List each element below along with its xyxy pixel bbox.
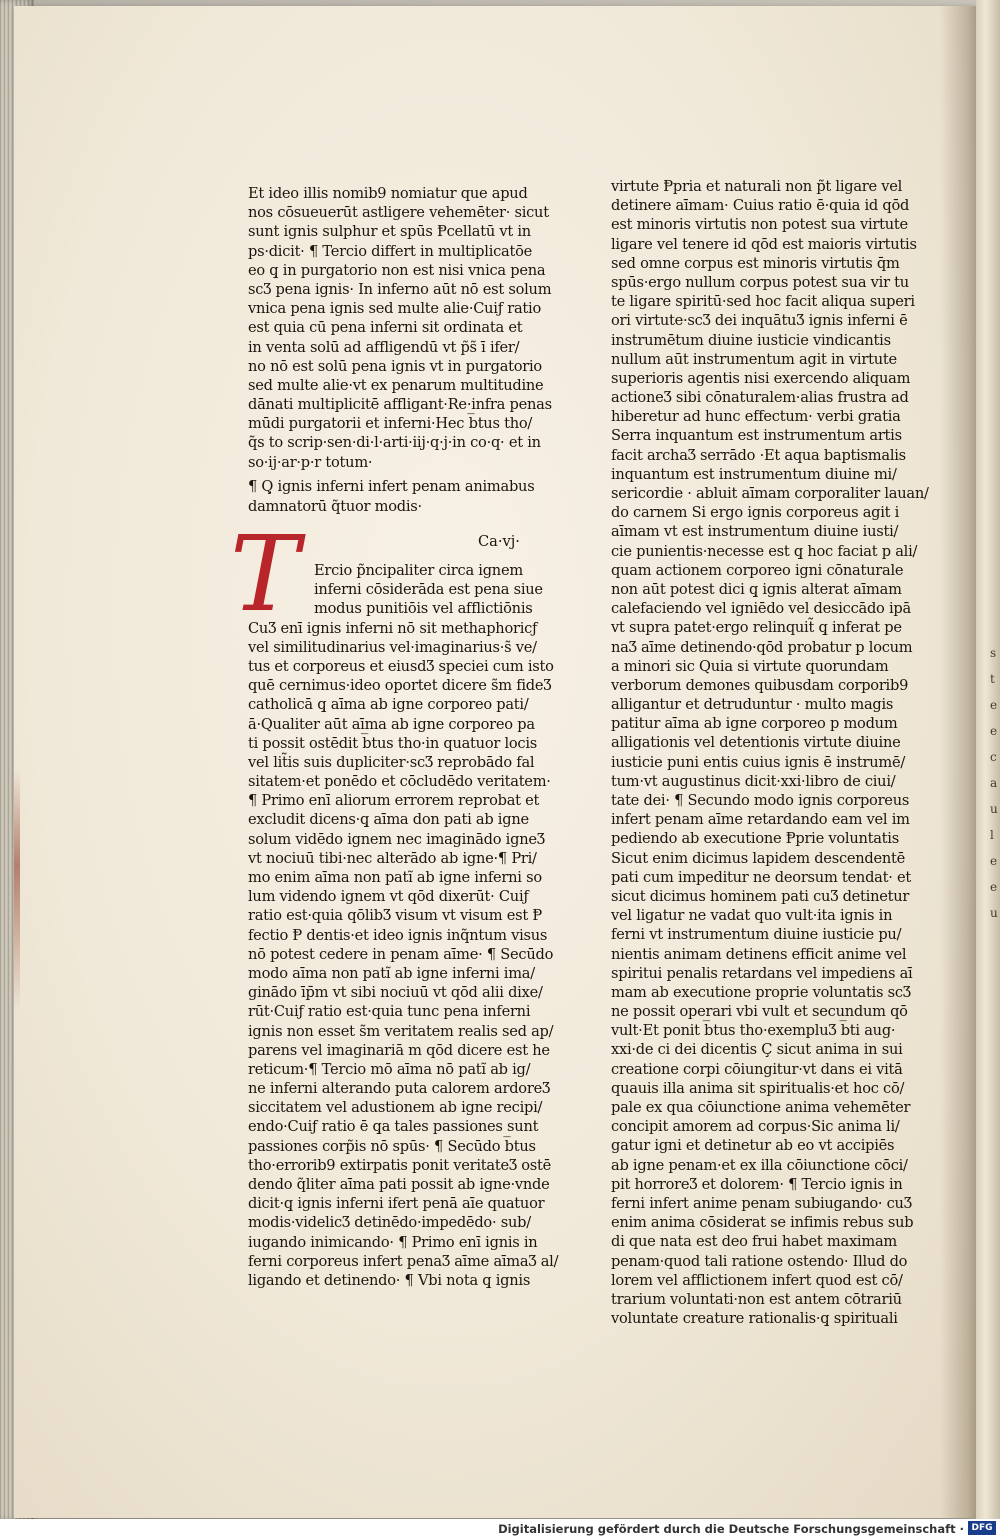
text-line: vult·Et ponit b̅tus tho·exempluƷ b̅ti aug· bbox=[611, 1022, 896, 1040]
text-line: modo aīma non patĩ ab igne inferni ima/ bbox=[248, 964, 535, 982]
text-line: tum·vt augustinus dicit·xxi·libro de ciui/ bbox=[611, 772, 896, 790]
text-line: q̃s to scrip·sen·di·l·arti·iij·q·j·in co·q· et in bbox=[248, 434, 541, 452]
text-line: spiritui penalis retardans vel impediens aī bbox=[611, 964, 913, 982]
text-line: in venta solū ad affligendū vt p̃s̃ ī ifer/ bbox=[248, 338, 520, 356]
text-line: naƷ aīme detinendo·qōd probatur p locum bbox=[611, 638, 913, 656]
text-line: ne possit operari vbi vult et secundum qō bbox=[611, 1003, 908, 1021]
text-line: siccitatem vel adustionem ab igne recipi/ bbox=[248, 1099, 543, 1117]
text-line: vel similitudinarius vel·imaginarius·s̃ ve/ bbox=[248, 638, 537, 656]
text-line: nientis animam detinens efficit anime vel bbox=[611, 945, 907, 963]
text-line: alligantur et detruduntur · multo magis bbox=[611, 696, 894, 714]
text-line: sitatem·et ponēdo et cōcludēdo veritatem· bbox=[248, 773, 551, 791]
chapter-number: Ca·vj· bbox=[478, 533, 520, 550]
text-line: ratio est·quia qōlibƷ visum vt visum est Ᵽ bbox=[248, 907, 542, 925]
text-line: patitur aīma ab igne corporeo p modum bbox=[611, 715, 898, 733]
text-line: dicit·q̧ ignis inferni ifert penā aīe quatuor bbox=[248, 1195, 545, 1213]
text-line: quē cernimus·ideo oportet dicere s̃m fideƷ bbox=[248, 677, 552, 695]
text-line: fectio Ᵽ dentis·et ideo ignis inq̃ntum visus bbox=[248, 926, 548, 944]
text-line: xxi·de ci dei dicentis Ç sicut anima in sui bbox=[611, 1041, 903, 1059]
edge-letter: l bbox=[990, 828, 994, 842]
text-line: inferni cōsiderāda est pena siue bbox=[314, 581, 543, 599]
text-line: concipit amorem ad corpus·Sic anima li/ bbox=[611, 1118, 900, 1136]
edge-letter: e bbox=[990, 880, 998, 894]
text-line: sed omne corpus est minoris virtutis q̄m bbox=[611, 254, 900, 272]
text-line: est quia cū pena inferni sit ordinata et bbox=[248, 319, 523, 337]
text-line: vel ligatur ne vadat quo vult·ita ignis in bbox=[611, 907, 893, 925]
text-line: nos cōsueuerūt astligere vehemēter· sicut bbox=[248, 204, 549, 222]
edge-letter: t bbox=[990, 672, 995, 686]
dfg-logo: DFG bbox=[968, 1521, 996, 1535]
text-line: ferni vt instrumentum diuine iusticie pu/ bbox=[611, 926, 902, 944]
text-line: detinere aīmam· Cuius ratio ē·quia id qōd bbox=[611, 197, 910, 215]
edge-letter: s bbox=[990, 646, 997, 660]
text-line: mam ab executione proprie voluntatis scƷ bbox=[611, 983, 911, 1001]
text-line: infert penam aīme retardando eam vel im bbox=[611, 811, 910, 829]
text-line: spūs·ergo nullum corpus potest sua vir tu bbox=[611, 273, 909, 291]
text-line: pit horroreƷ et dolorem· ¶ Tercio ignis in bbox=[611, 1175, 903, 1193]
text-line: ligare vel tenere id qōd est maioris virtutis bbox=[611, 235, 917, 253]
text-line: ferni infert anime penam subiugando· cuƷ bbox=[611, 1194, 912, 1212]
text-line: endo·Cuiƒ ratio ē q̧a tales passiones sunt bbox=[248, 1118, 539, 1136]
text-line: iusticie puni entis cuius ignis ē instrumē/ bbox=[611, 753, 906, 771]
left-column-top-text bbox=[248, 184, 552, 472]
text-line: ginādo īp̄m vt sibi nociuū vt qōd alii dixe/ bbox=[248, 984, 543, 1002]
text-line: virtute Ᵽpria et naturali non p̃t ligare vel bbox=[611, 178, 903, 195]
text-line: pediendo ab executione Ᵽprie voluntatis bbox=[611, 830, 899, 848]
text-line: ¶ Q̧ ignis inferni infert penam animabus bbox=[248, 478, 535, 495]
text-line: quam actionem corporeo igni cōnaturale bbox=[611, 561, 904, 579]
text-line: tho·errorib9 extirpatis ponit veritateƷ ostē bbox=[248, 1156, 551, 1174]
text-line: ps·dicit· ¶ Tercio differt in multiplicatōe bbox=[248, 242, 533, 260]
text-line: vel lit̃is suis dupliciter·scƷ reprobādo fal bbox=[248, 753, 535, 771]
text-line: dendo q̃liter aīma pati possit ab igne·vnde bbox=[248, 1176, 550, 1193]
right-column-text bbox=[611, 177, 929, 1328]
text-line: nō potest cedere in penam aīme· ¶ Secūdo bbox=[248, 945, 554, 963]
text-line: pati cum impeditur ne deorsum tendat· et bbox=[611, 868, 912, 886]
text-line: ligando et detinendo· ¶ Vbi nota q̧ ignis bbox=[248, 1271, 531, 1289]
text-line: reticum·¶ Tercio mō aīma nō patĩ ab ig/ bbox=[248, 1060, 531, 1078]
text-line: ignis non esset s̃m veritatem realis sed ap/ bbox=[248, 1022, 554, 1040]
text-line: modis·videlicƷ detinēdo·impedēdo· sub/ bbox=[248, 1214, 531, 1232]
text-line: hiberetur ad hunc effectum· verbi gratia bbox=[611, 408, 901, 426]
text-line: voluntate creature rationalis·q̧ spirituali bbox=[611, 1310, 898, 1328]
text-line: CuƷ enī ignis inferni nō sit methaphoricƒ bbox=[248, 619, 538, 637]
text-line: passiones corp̃is nō spūs· ¶ Secūdo b̅tus bbox=[248, 1137, 536, 1155]
footer-credit: Digitalisierung gefördert durch die Deutsche Forschungsgemeinschaft · bbox=[498, 1522, 964, 1536]
text-line: te ligare spiritū·sed hoc facit aliqua superi bbox=[611, 293, 915, 311]
text-line: catholicā q̧ aīma ab igne corporeo pati/ bbox=[248, 696, 529, 714]
edge-letter: e bbox=[990, 724, 998, 738]
text-line: Sicut enim dicimus lapidem descendentē bbox=[611, 849, 906, 867]
edge-letter: u bbox=[990, 906, 998, 920]
text-line: vt supra patet·ergo relinquit̃ q̧ inferat pe bbox=[611, 619, 902, 637]
text-line: solum vidēdo ignem nec imaginādo igneƷ bbox=[248, 830, 545, 848]
text-line: so·ij·ar·p·r totum· bbox=[248, 453, 373, 471]
text-line: inquantum est instrumentum diuine mi/ bbox=[611, 465, 897, 483]
text-line: a minori sic Quia si virtute quorundam bbox=[611, 657, 889, 675]
text-line: gatur igni et detinetur ab eo vt accipiēs bbox=[611, 1137, 895, 1155]
text-line: trarium voluntati·non est antem cōtrariū bbox=[611, 1290, 902, 1308]
text-line: cie punientis·necesse est q̧ hoc faciat p ali/ bbox=[611, 542, 918, 560]
text-line: scƷ pena ignis· In inferno aūt nō est solum bbox=[248, 280, 552, 298]
text-line: Serra inquantum est instrumentum artis bbox=[611, 427, 902, 445]
text-line: nullum aūt instrumentum agit in virtute bbox=[611, 350, 897, 368]
text-line: actioneƷ sibi cōnaturalem·alias frustra ad bbox=[611, 389, 909, 407]
text-line: ori virtute·scƷ dei inquātuƷ ignis inferni ē bbox=[611, 312, 908, 330]
edge-letter: u bbox=[990, 802, 998, 816]
text-line: ab igne penam·et ex illa cōiunctione cōci/ bbox=[611, 1156, 908, 1174]
text-line: penam·quod tali ratione ostendo· Illud do bbox=[611, 1252, 908, 1270]
text-line: do carnem Si ergo ignis corporeus agit i bbox=[611, 504, 900, 522]
text-line: tus et corporeus et eiusdƷ speciei cum isto bbox=[248, 657, 554, 675]
text-line: parens vel imaginariā m qōd dicere est he bbox=[248, 1041, 550, 1059]
text-line: non aūt potest dici q̧ ignis alterat aīmam bbox=[611, 580, 902, 598]
text-line: sicut dicimus hominem pati cuƷ detinetur bbox=[611, 887, 910, 905]
text-line: enim anima cōsiderat se infimis rebus sub bbox=[611, 1214, 914, 1232]
text-line: damnatorū q̃tuor modis· bbox=[248, 498, 422, 515]
text-line: alligationis vel detentionis virtute diuine bbox=[611, 734, 901, 752]
text-line: aīmam vt est instrumentum diuine iusti/ bbox=[611, 523, 899, 541]
facing-page-letters bbox=[990, 640, 1000, 926]
text-line: est minoris virtutis non potest sua virtute bbox=[611, 216, 908, 234]
text-line: superioris agentis nisi exercendo aliquam bbox=[611, 369, 911, 387]
text-line: ferni corporeus infert penaƷ aīme aīmaƷ al/ bbox=[248, 1252, 559, 1270]
text-line: di que nata est deo frui habet maximam bbox=[611, 1233, 897, 1251]
text-line: vnica pena ignis sed multe alie·Cuiƒ ratio bbox=[248, 300, 541, 318]
text-line: ā·Qualiter aūt aīma ab igne corporeo pa bbox=[248, 715, 535, 733]
text-line: verborum demones quibusdam corporib9 bbox=[611, 676, 909, 694]
text-line: no nō est solū pena ignis vt in purgatorio bbox=[248, 357, 542, 375]
text-line: ti possit ostēdit b̅tus tho·in quatuor locis bbox=[248, 734, 538, 752]
text-line: ¶ Primo enī aliorum errorem reprobat et bbox=[248, 792, 540, 810]
text-line: quauis illa anima sit spiritualis·et hoc cō/ bbox=[611, 1079, 905, 1097]
page-stain bbox=[14, 770, 20, 1010]
red-initial-letter: T bbox=[230, 513, 300, 635]
text-line: Ercio p̃ncipaliter circa ignem bbox=[314, 562, 523, 579]
edge-letter: e bbox=[990, 854, 998, 868]
edge-letter: c bbox=[990, 750, 997, 764]
text-line: sed multe alie·vt ex penarum multitudine bbox=[248, 376, 544, 394]
edge-letter: a bbox=[990, 776, 998, 790]
text-line: vt nociuū tibi·nec alterādo ab igne·¶ Pri/ bbox=[248, 849, 537, 867]
text-line: excludit dicens·q̧ aīma don pati ab igne bbox=[248, 811, 529, 829]
text-line: creatione corpi cōiungitur·vt dans ei vitā bbox=[611, 1060, 903, 1078]
text-line: iugando inimicando· ¶ Primo enī ignis in bbox=[248, 1233, 538, 1251]
text-line: eo q̧ in purgatorio non est nisi vnica pena bbox=[248, 261, 546, 279]
text-line: ne inferni alterando puta calorem ardoreƷ bbox=[248, 1080, 550, 1098]
left-column-body-text bbox=[248, 561, 559, 1290]
text-line: instrumētum diuine iusticie vindicantis bbox=[611, 331, 891, 349]
text-line: mo enim aīma non patĩ ab igne inferni so bbox=[248, 869, 542, 886]
text-line: calefaciendo vel igniēdo vel desiccādo ipā bbox=[611, 600, 911, 618]
text-line: Et ideo illis nomib9 nomiatur que apud bbox=[248, 185, 528, 202]
text-line: lorem vel afflictionem infert quod est cō/ bbox=[611, 1271, 903, 1289]
text-line: pale ex qua cōiunctione anima vehemēter bbox=[611, 1099, 911, 1116]
text-line: tate dei· ¶ Secundo modo ignis corporeus bbox=[611, 792, 910, 809]
text-line: facit archaƷ serrādo ·Et aqua baptismalis bbox=[611, 446, 906, 464]
text-line: sunt ignis sulphur et spūs Ᵽcellatū vt in bbox=[248, 223, 531, 241]
text-line: mūdi purgatorii et inferni·Hec b̅tus tho/ bbox=[248, 415, 533, 433]
text-line: modus punitiōis vel afflictiōnis bbox=[314, 600, 533, 618]
edge-letter: e bbox=[990, 698, 998, 712]
text-line: sericordie · abluit aīmam corporaliter lauan/ bbox=[611, 485, 929, 502]
text-line: dānati multiplicitē affligant·Re·infra penas bbox=[248, 396, 552, 414]
text-line: rūt·Cuiƒ ratio est·quia tunc pena inferni bbox=[248, 1003, 531, 1021]
chapter-heading bbox=[248, 477, 548, 517]
text-line: lum videndo ignem vt qōd dixerūt· Cuiƒ bbox=[248, 888, 529, 906]
